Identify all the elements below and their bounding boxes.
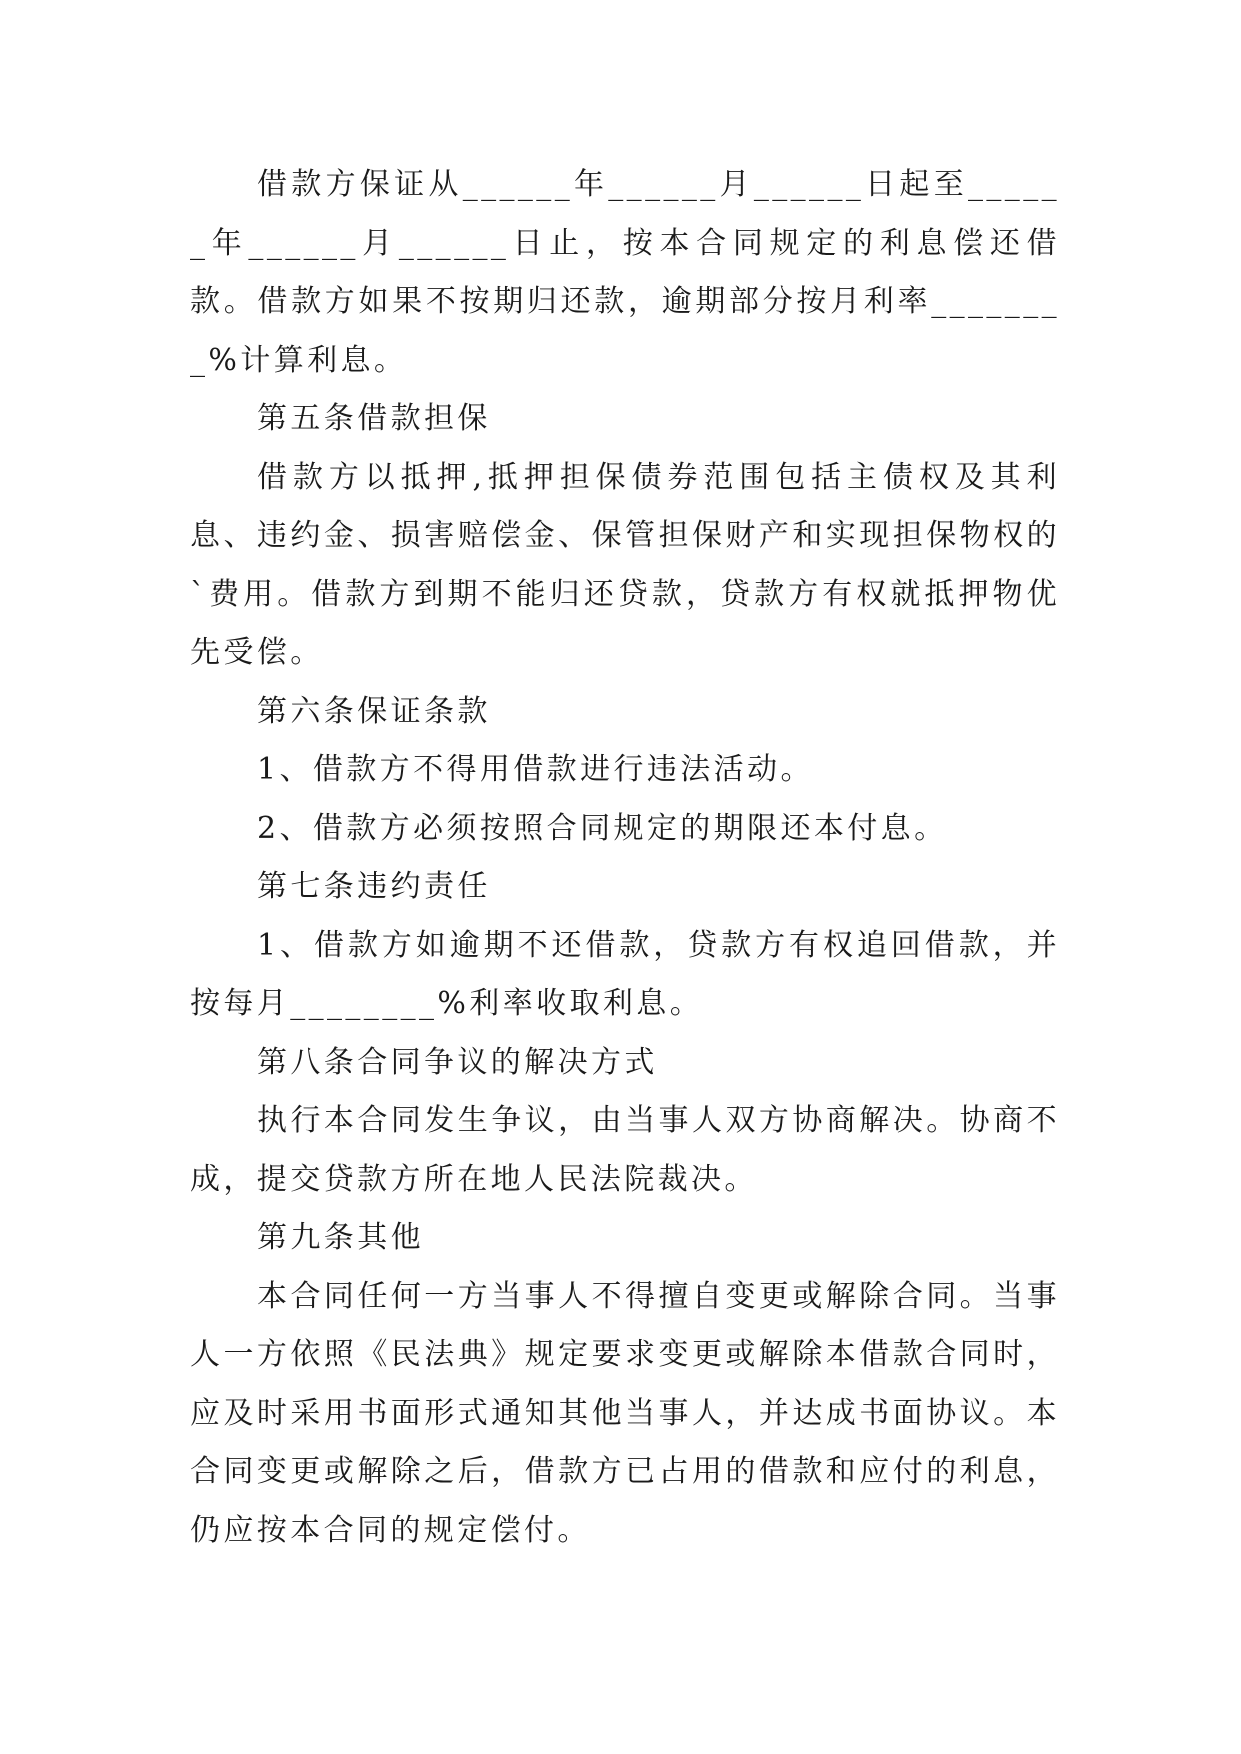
paragraph-repayment-guarantee: 借款方保证从______年______月______日起至______年______月______日止，按本合同规定的利息偿还借款。借款方如果不按期归还款，逾期部分按月利率________%计算利息。 [190, 167, 1060, 378]
paragraph-breach-liability: 1、借款方如逾期不还借款，贷款方有权追回借款，并按每月________%利率收取利息。 [190, 927, 1060, 1021]
heading-article-6: 第六条保证条款 [257, 693, 491, 729]
paragraph-guarantee-clause-2: 2、借款方必须按照合同规定的期限还本付息。 [257, 810, 948, 846]
paragraph-guarantee-clause-1: 1、借款方不得用借款进行违法活动。 [257, 752, 814, 787]
heading-article-5: 第五条借款担保 [257, 401, 491, 436]
document-body [190, 156, 1060, 1560]
paragraph-dispute-resolution: 执行本合同发生争议，由当事人双方协商解决。协商不成，提交贷款方所在地人民法院裁决。 [190, 1103, 1060, 1197]
heading-article-9: 第九条其他 [257, 1220, 424, 1255]
paragraph-other-terms: 本合同任何一方当事人不得擅自变更或解除合同。当事人一方依照《民法典》规定要求变更或解除本借款合同时，应及时采用书面形式通知其他当事人，并达成书面协议。本合同变更或解除之后，借款方已占用的借款和应付的利息，仍应按本合同的规定偿付。 [190, 1278, 1060, 1548]
heading-article-8: 第八条合同争议的解决方式 [257, 1044, 658, 1080]
paragraph-collateral: 借款方以抵押,抵押担保债券范围包括主债权及其利息、违约金、损害赔偿金、保管担保财产和实现担保物权的`费用。借款方到期不能归还贷款，贷款方有权就抵押物优先受偿。 [190, 459, 1060, 670]
heading-article-7: 第七条违约责任 [257, 869, 491, 904]
